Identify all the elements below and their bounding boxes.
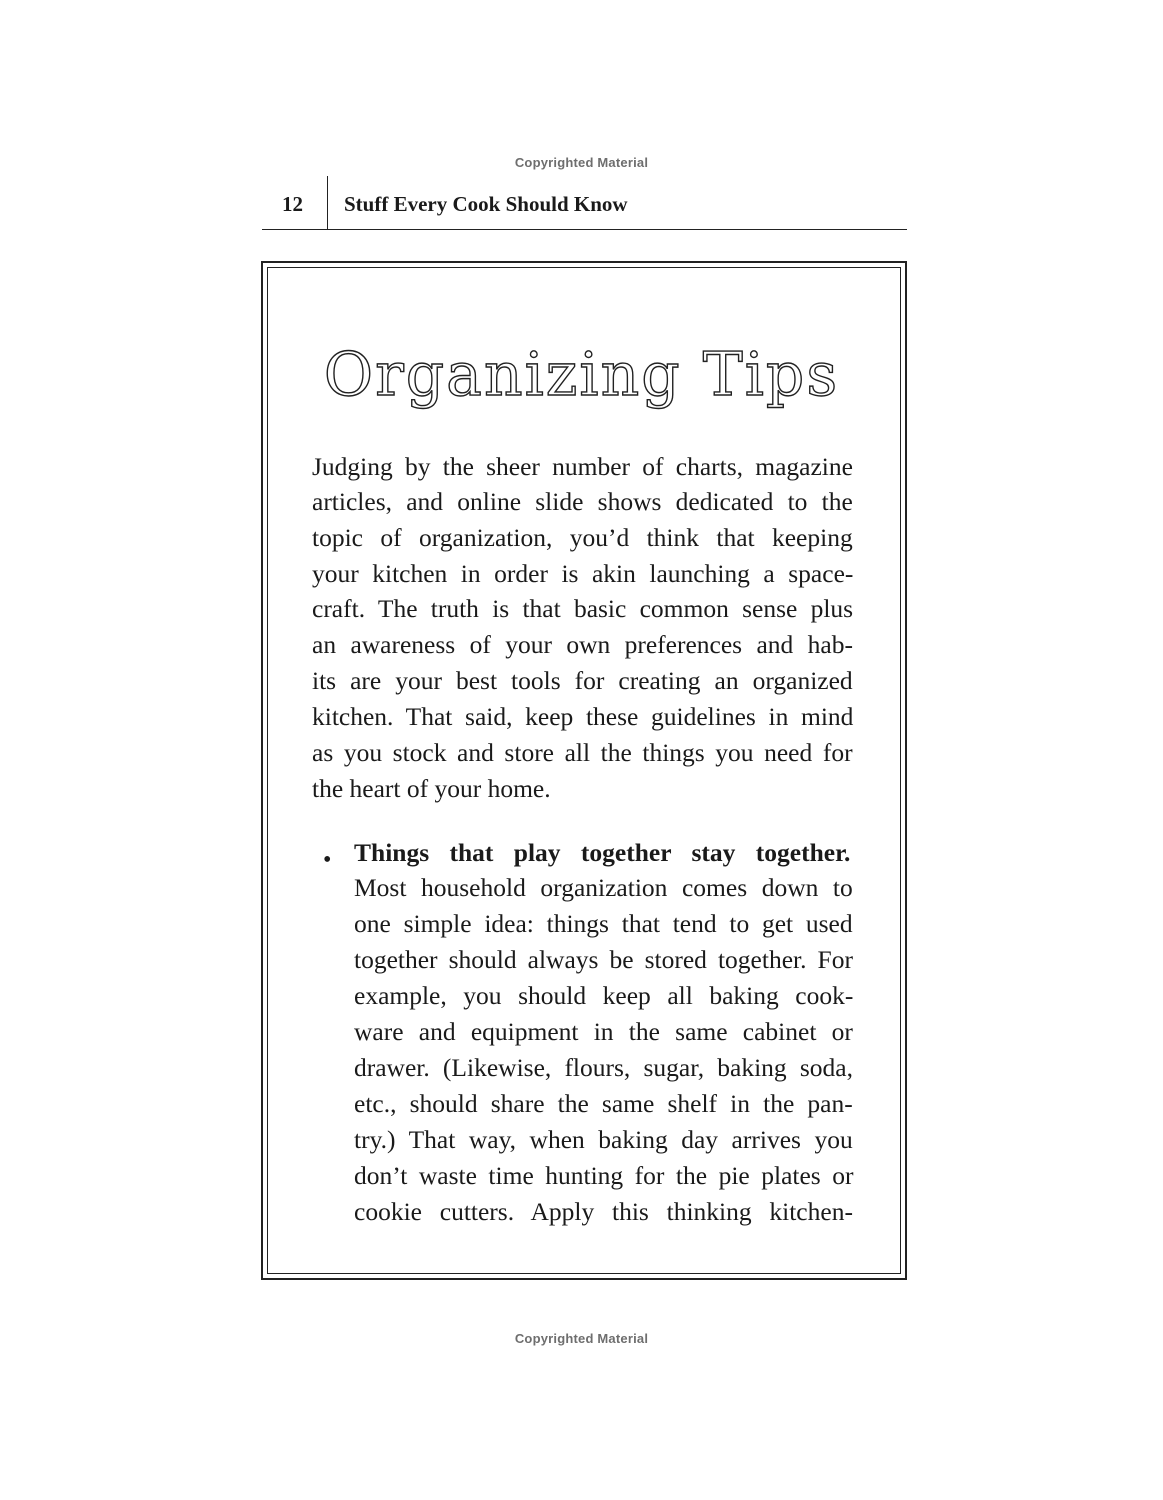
bullet-marker: • <box>323 847 332 873</box>
intro-line: its are your best tools for creating an organized <box>312 666 853 695</box>
intro-line: craft. The truth is that basic common sense plus <box>312 594 854 623</box>
bullet-line: cookie cutters. Apply this thinking kitchen- <box>354 1197 853 1226</box>
page-number: 12 <box>282 192 303 216</box>
copyright-watermark-bottom: Copyrighted Material <box>514 1331 649 1346</box>
bullet-line: together should always be stored together. For <box>354 945 853 974</box>
bullet-line: try.) That way, when baking day arrives you <box>354 1125 853 1154</box>
book-title: Stuff Every Cook Should Know <box>344 192 628 216</box>
section-title: Organizing Tips <box>323 340 840 410</box>
intro-line: as you stock and store all the things you need for <box>312 738 853 767</box>
running-head-divider <box>327 176 328 229</box>
sidebar-box-inner-frame <box>267 267 901 1274</box>
intro-line: topic of organization, you’d think that keeping <box>312 523 853 552</box>
intro-line: your kitchen in order is akin launching a space- <box>312 559 854 588</box>
bullet-line: example, you should keep all baking cook- <box>354 981 854 1010</box>
bullet-line: Most household organization comes down to <box>354 873 853 902</box>
bullet-line: one simple idea: things that tend to get used <box>354 909 853 938</box>
intro-line: the heart of your home. <box>312 774 551 803</box>
bullet-line: etc., should share the same shelf in the pan- <box>354 1089 853 1118</box>
intro-line: articles, and online slide shows dedicated to the <box>312 487 853 516</box>
running-head <box>262 176 907 229</box>
bullet-line: don’t waste time hunting for the pie plates or <box>354 1161 854 1190</box>
bullet-heading: Things that play together stay together. <box>354 838 851 867</box>
intro-line: Judging by the sheer number of charts, magazine <box>312 452 853 481</box>
bullet-line: drawer. (Likewise, flours, sugar, baking soda, <box>354 1053 853 1082</box>
copyright-watermark-top: Copyrighted Material <box>514 155 649 170</box>
bullet-line: ware and equipment in the same cabinet or <box>354 1017 853 1046</box>
intro-line: an awareness of your own preferences and hab- <box>312 630 853 659</box>
running-head-rule <box>262 229 907 230</box>
intro-line: kitchen. That said, keep these guidelines in mind <box>312 702 854 731</box>
